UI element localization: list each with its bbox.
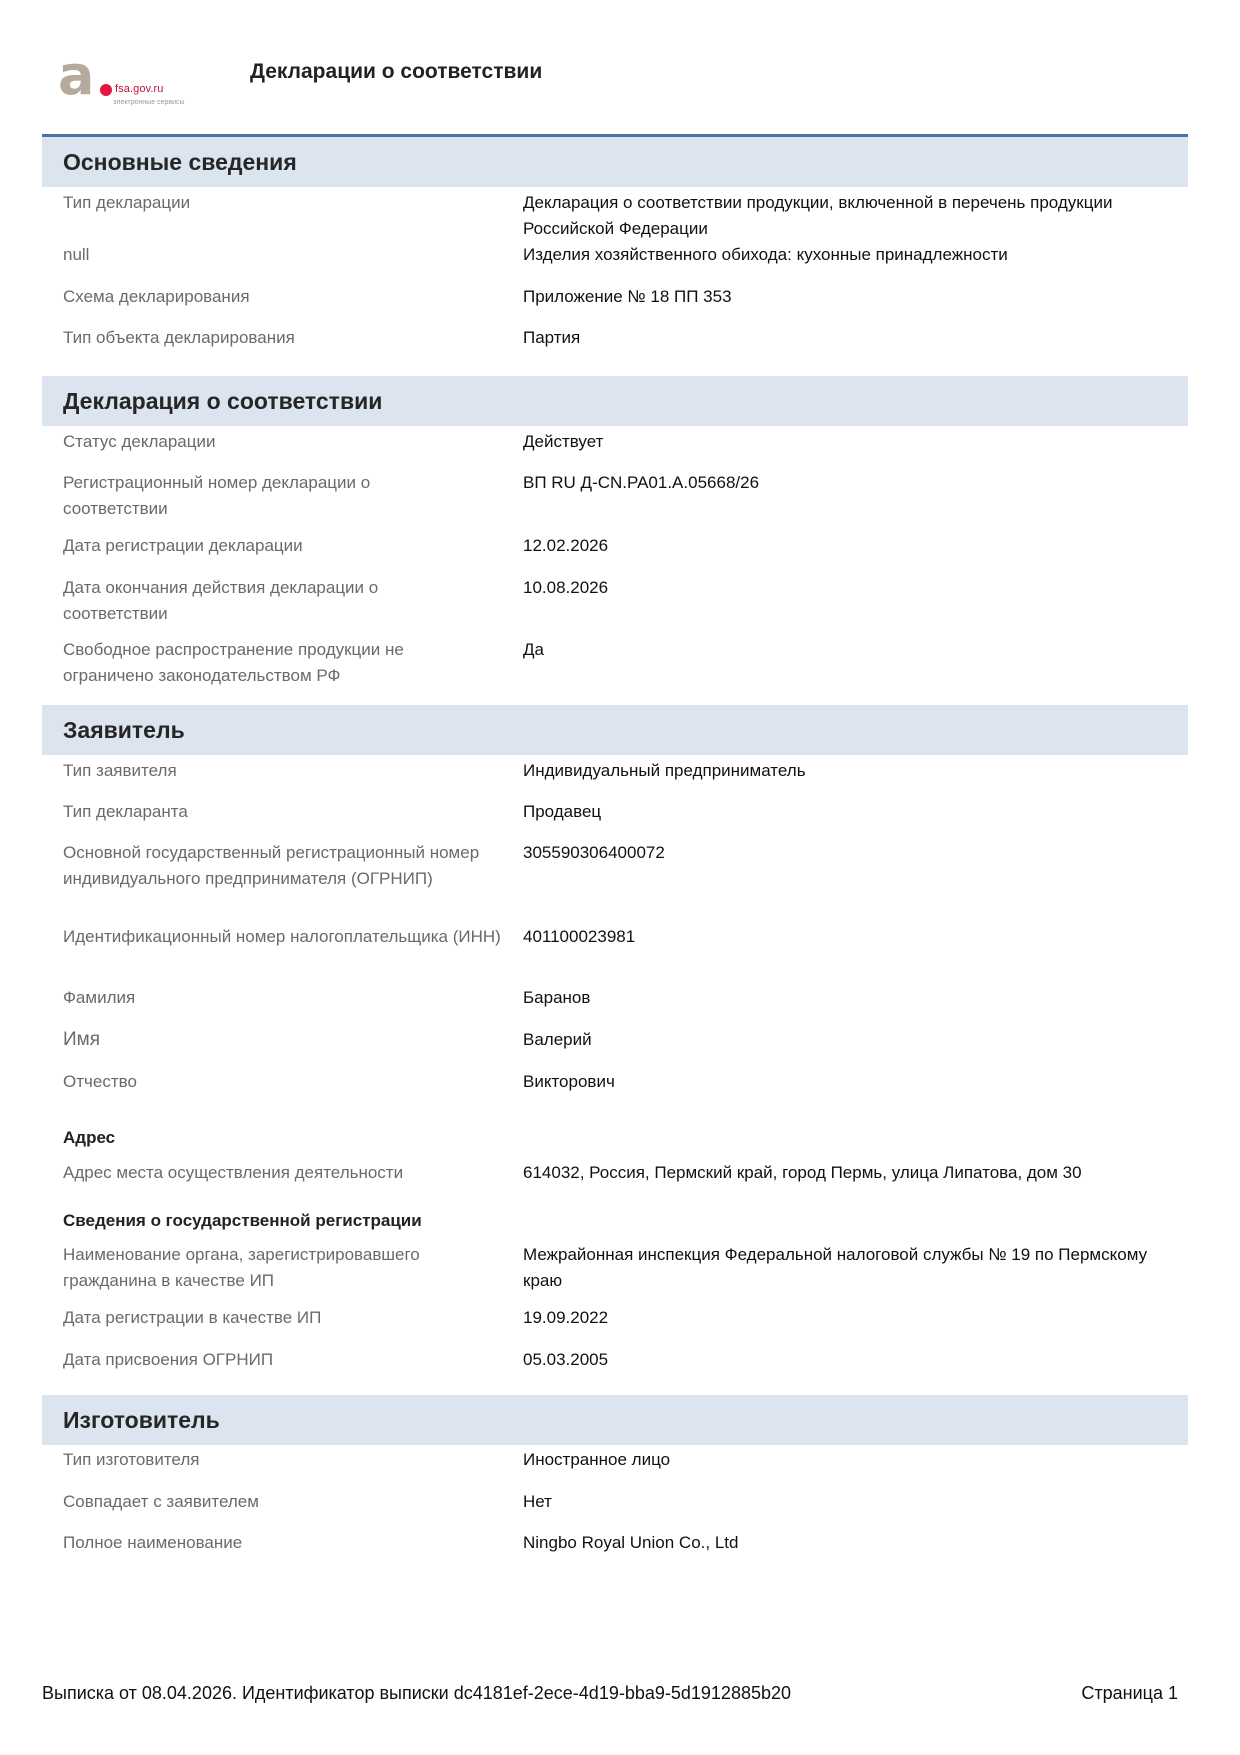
manufacturer-name: Ningbo Royal Union Co., Ltd <box>523 1533 739 1552</box>
field-value: Баранов <box>523 988 591 1007</box>
field-label: Статус декларации <box>63 432 216 451</box>
field-value: Декларация о соответствии продукции, включенной в перечень продукции Российской Федерации <box>523 193 1113 238</box>
field-label: null <box>63 245 90 264</box>
fsa-logo <box>58 44 208 112</box>
field-label: Дата окончания действия декларации о соответствии <box>63 578 379 623</box>
field-label: Совпадает с заявителем <box>63 1492 259 1511</box>
field-value: Нет <box>523 1492 552 1511</box>
field-value: Валерий <box>523 1030 592 1049</box>
section-header-manufacturer <box>42 1395 1188 1445</box>
field-value: 05.03.2005 <box>523 1350 609 1369</box>
field-label: Фамилия <box>63 988 136 1007</box>
address-value: 614032, Россия, Пермский край, город Пермь, улица Липатова, дом 30 <box>523 1163 1082 1182</box>
field-value: Продавец <box>523 802 602 821</box>
field-value: 10.08.2026 <box>523 578 609 597</box>
field-label: Тип заявителя <box>63 761 177 780</box>
status-value: Действует <box>523 432 604 451</box>
field-label: Имя <box>63 1029 101 1050</box>
field-value: Индивидуальный предприниматель <box>523 761 806 780</box>
field-value: 19.09.2022 <box>523 1308 609 1327</box>
ogrnip-value: 305590306400072 <box>523 843 665 862</box>
field-label: Дата присвоения ОГРНИП <box>63 1350 274 1369</box>
section-title: Декларация о соответствии <box>63 388 383 414</box>
section-header-declaration <box>42 376 1188 426</box>
logo-site-text: fsa.gov.ru <box>115 83 164 95</box>
field-value: Межрайонная инспекция Федеральной налоговой службы № 19 по Пермскому краю <box>523 1245 1148 1290</box>
field-label: Тип объекта декларирования <box>63 328 295 347</box>
registration-number: ВП RU Д-CN.PA01.A.05668/26 <box>523 473 760 492</box>
field-label: Регистрационный номер декларации о соответствии <box>63 473 371 518</box>
field-value: Партия <box>523 328 581 347</box>
logo-red-dot-icon <box>100 84 112 96</box>
field-label: Дата регистрации декларации <box>63 536 303 555</box>
field-label: Адрес места осуществления деятельности <box>63 1163 404 1182</box>
field-label: Отчество <box>63 1072 137 1091</box>
subsection-title-registration: Сведения о государственной регистрации <box>63 1211 422 1230</box>
field-label: Тип декларации <box>63 193 191 212</box>
field-label: Дата регистрации в качестве ИП <box>63 1308 322 1327</box>
inn-value: 401100023981 <box>523 927 636 946</box>
page-number: Страница 1 <box>1081 1683 1178 1703</box>
section-header-applicant <box>42 705 1188 755</box>
field-label: Полное наименование <box>63 1533 243 1552</box>
section-title: Заявитель <box>63 717 185 743</box>
field-label: Наименование органа, зарегистрировавшего гражданина в качестве ИП <box>63 1245 420 1290</box>
field-label: Тип декларанта <box>63 802 188 821</box>
field-value: Приложение № 18 ПП 353 <box>523 287 732 306</box>
logo-subtitle: электронные сервисы <box>113 99 185 106</box>
field-label: Тип изготовителя <box>63 1450 200 1469</box>
fsa-logo-icon: a <box>58 44 95 107</box>
field-label: Свободное распространение продукции не ограничено законодательством РФ <box>63 640 404 685</box>
field-value: 12.02.2026 <box>523 536 609 555</box>
field-value: Иностранное лицо <box>523 1450 671 1469</box>
field-value: Изделия хозяйственного обихода: кухонные принадлежности <box>523 245 1008 264</box>
page-footer <box>42 1683 1178 1704</box>
extract-info: Выписка от 08.04.2026. Идентификатор выписки dc4181ef-2ece-4d19-bba9-5d1912885b20 <box>42 1683 792 1703</box>
section-title: Изготовитель <box>63 1407 220 1433</box>
field-value: Викторович <box>523 1072 615 1091</box>
document-header <box>0 0 1240 135</box>
page-title: Декларации о соответствии <box>250 60 543 83</box>
field-value: Да <box>523 640 544 659</box>
subsection-title-address: Адрес <box>63 1128 116 1147</box>
field-label: Схема декларирования <box>63 287 250 306</box>
field-label: Идентификационный номер налогоплательщика (ИНН) <box>63 927 501 946</box>
section-title: Основные сведения <box>63 149 297 175</box>
field-label: Основной государственный регистрационный номер индивидуального предпринимателя (ОГРНИП) <box>63 843 480 888</box>
section-header-basic <box>42 137 1188 187</box>
